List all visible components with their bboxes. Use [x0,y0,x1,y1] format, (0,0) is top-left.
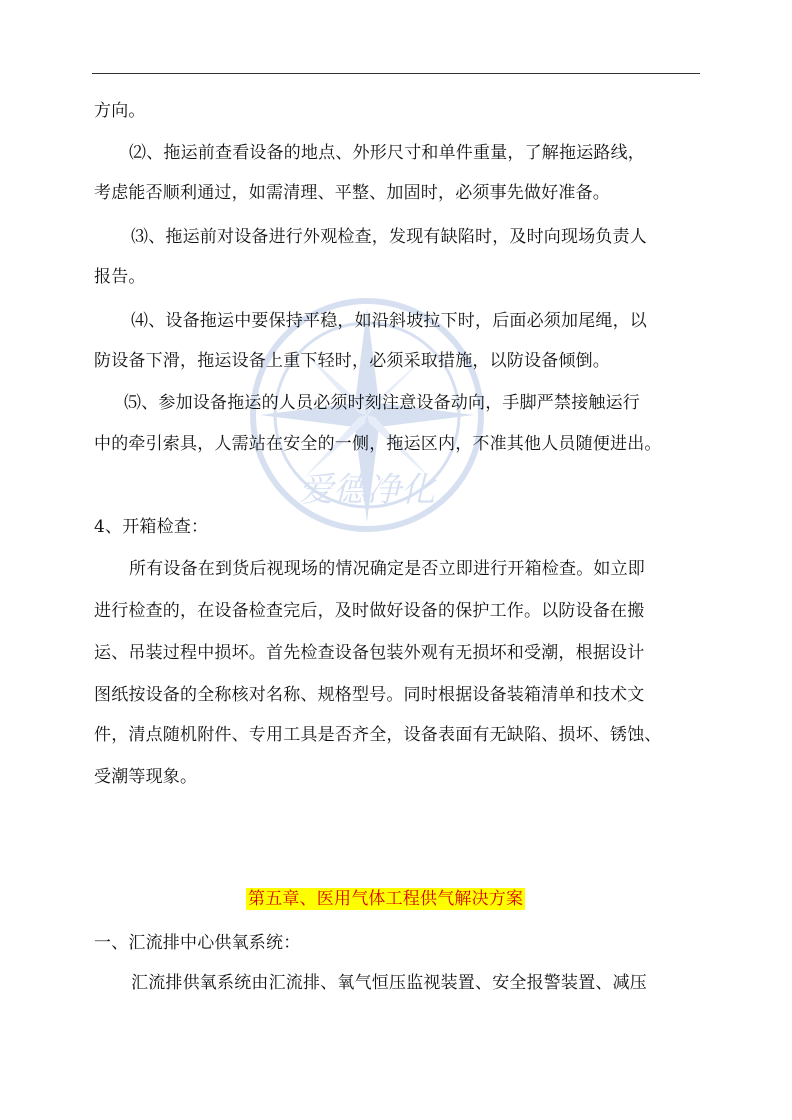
text-line: ⑵、拖运前查看设备的地点、外形尺寸和单件重量，了解拖运路线， [129,143,645,163]
text-line: 件，清点随机附件、专用工具是否齐全，设备表面有无缺陷、损坏、锈蚀、 [94,725,662,745]
text-line: 汇流排供氧系统由汇流排、氧气恒压监视装置、安全报警装置、减压 [131,973,647,993]
text-line: ⑷、设备拖运中要保持平稳，如沿斜坡拉下时，后面必须加尾绳，以 [131,311,647,331]
section-heading-unpacking: 4、开箱检查： [94,517,209,537]
watermark-text: 爱德净化 [299,470,435,510]
chapter-heading-text: 第五章、医用气体工程供气解决方案 [248,889,524,909]
text-line: 受潮等现象。 [94,767,198,787]
text-line: 方向。 [94,101,146,121]
text-line: 中的牵引索具，人需站在安全的一侧，拖运区内，不准其他人员随便进出。 [94,434,662,454]
text-line: ⑸、参加设备拖运的人员必须时刻注意设备动向，手脚严禁接触运行 [124,393,640,413]
text-line: 报告。 [94,267,146,287]
text-line: 所有设备在到货后视现场的情况确定是否立即进行开箱检查。如立即 [129,559,645,579]
text-line: ⑶、拖运前对设备进行外观检查，发现有缺陷时，及时向现场负责人 [131,227,647,247]
text-line: 图纸按设备的全称核对名称、规格型号。同时根据设备装箱清单和技术文 [94,685,645,705]
header-rule [92,73,700,74]
chapter-heading [246,888,525,910]
text-line: 运、吊装过程中损坏。首先检查设备包装外观有无损坏和受潮，根据设计 [94,643,645,663]
text-line: 防设备下滑，拖运设备上重下轻时，必须采取措施，以防设备倾倒。 [94,351,610,371]
text-line: 考虑能否顺利通过，如需清理、平整、加固时，必须事先做好准备。 [94,183,610,203]
section-heading-oxygen: 一、汇流排中心供氧系统： [94,933,301,953]
text-line: 进行检查的，在设备检查完后，及时做好设备的保护工作。以防设备在搬 [94,601,645,621]
